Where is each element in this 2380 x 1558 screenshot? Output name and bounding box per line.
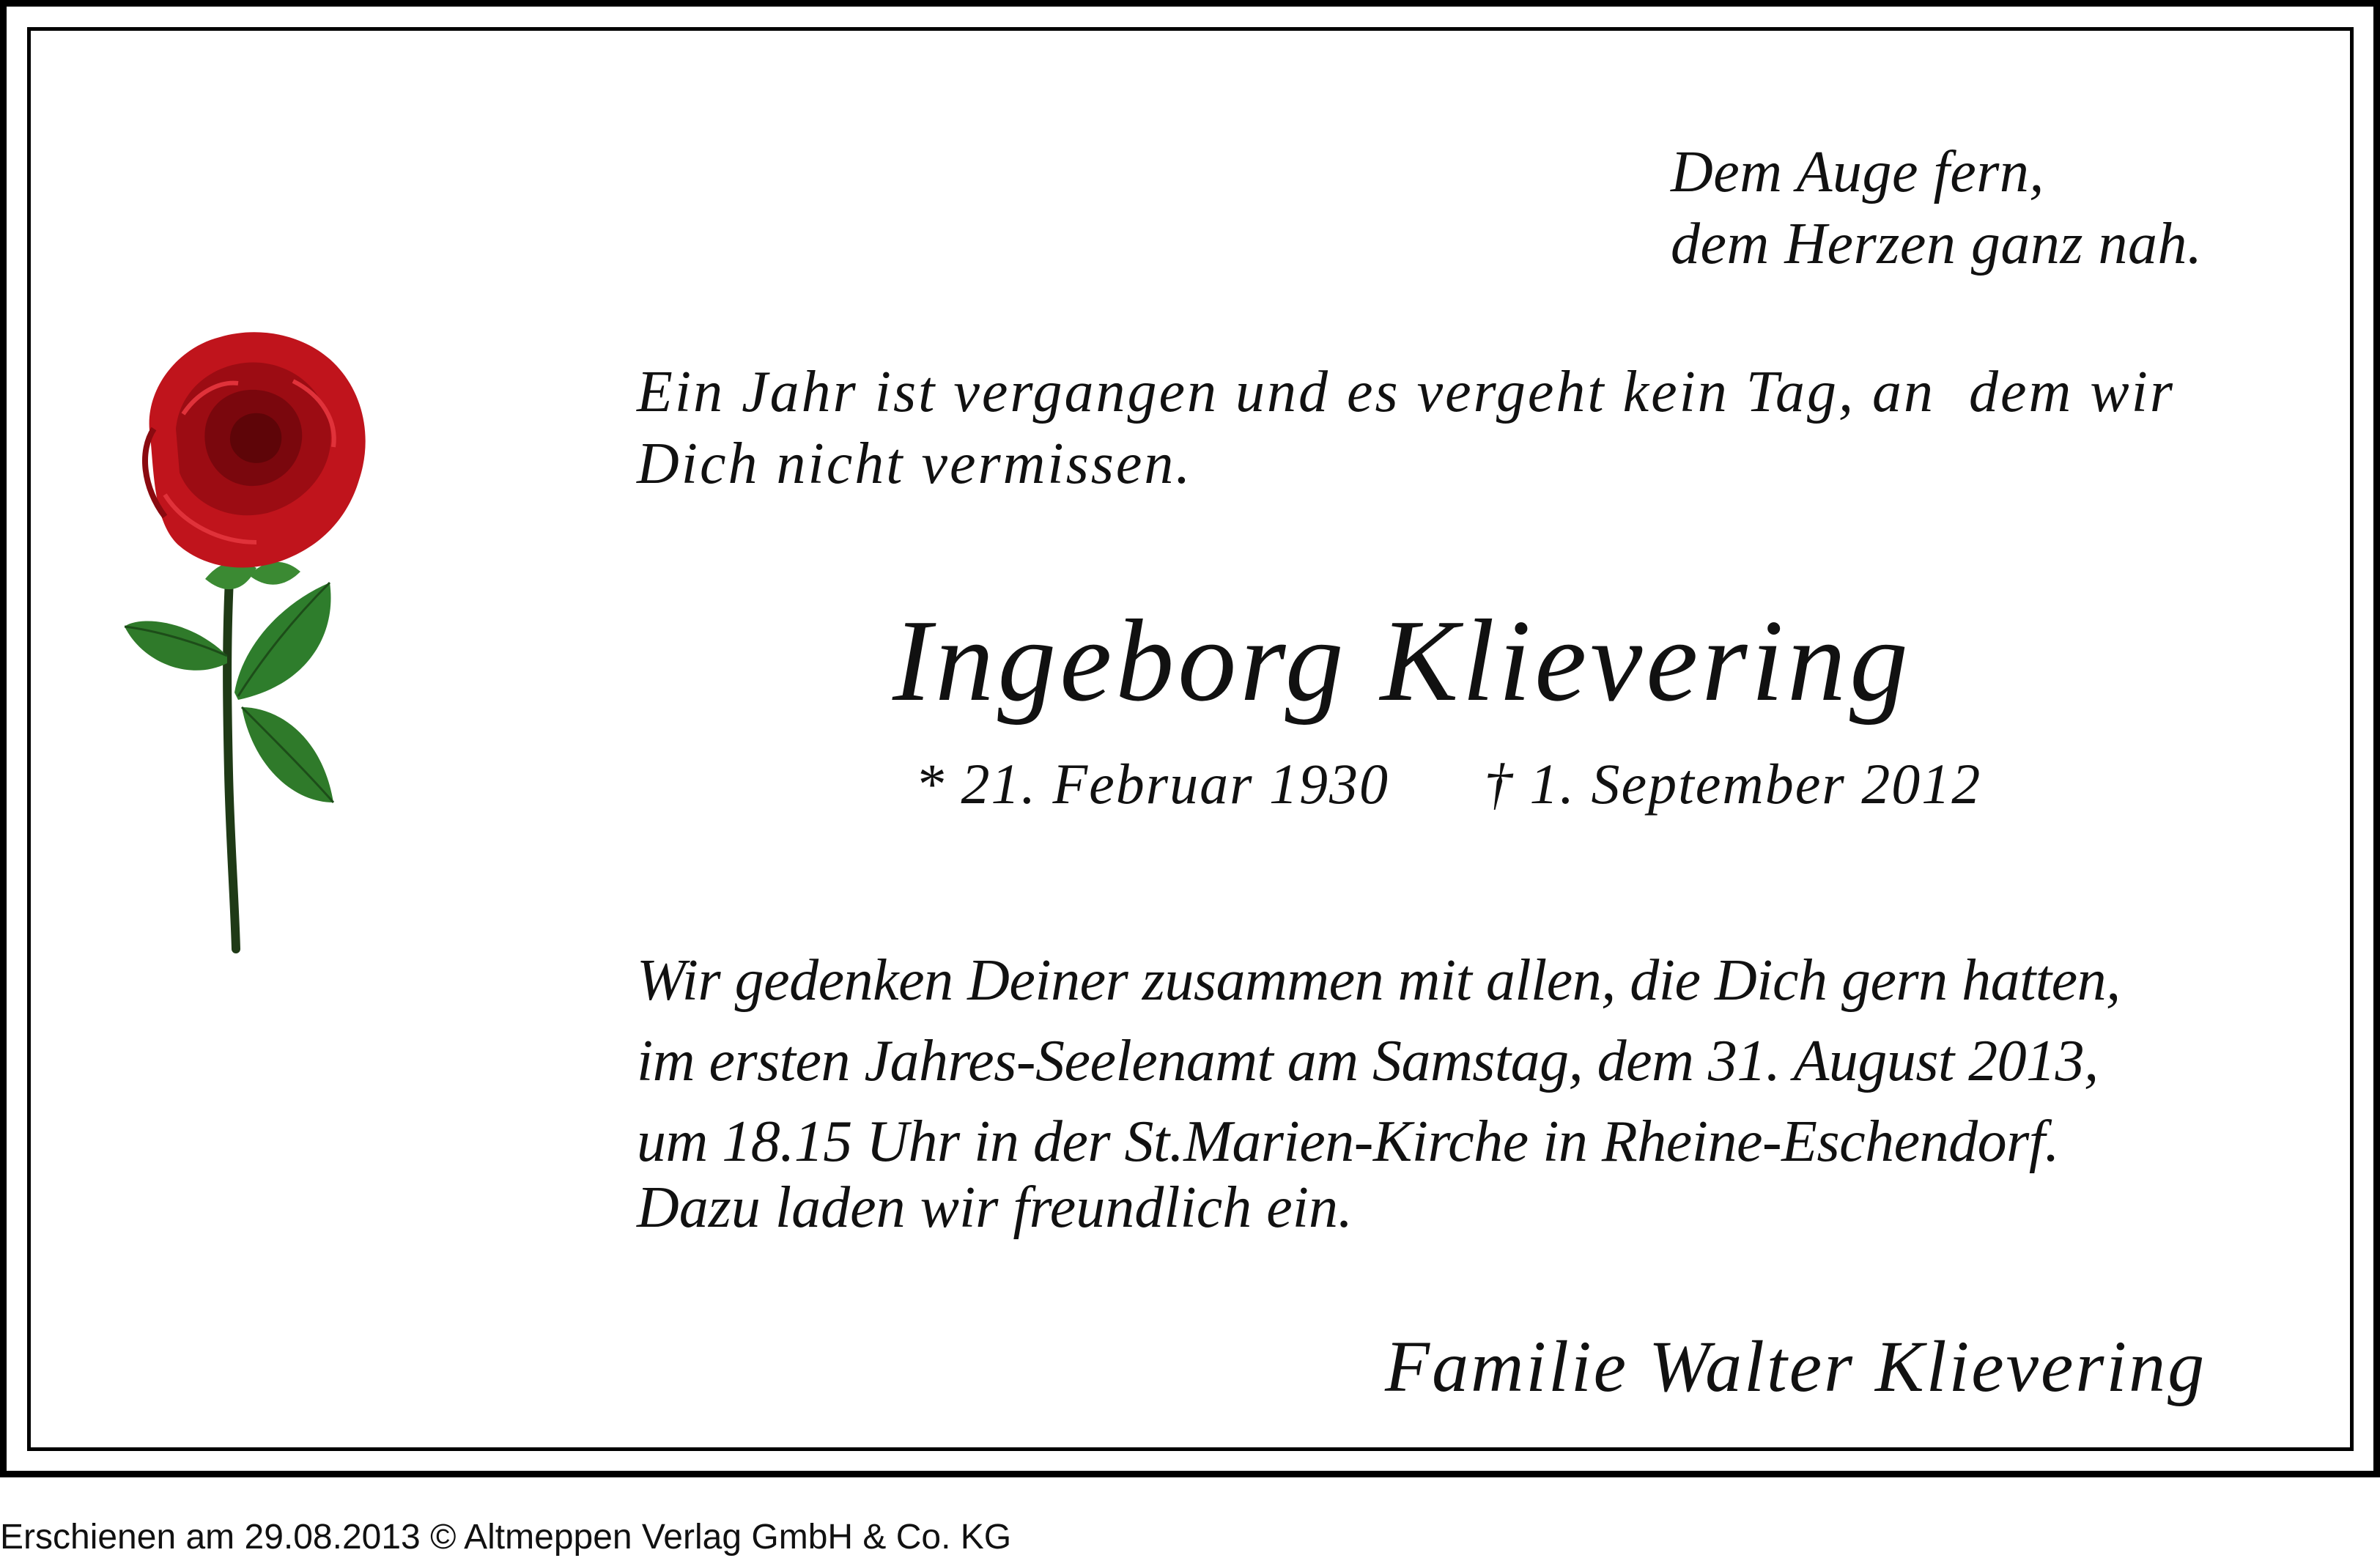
memorial-line: im ersten Jahres-Seelenamt am Samstag, dem 31. August 2013, xyxy=(637,1029,2099,1093)
rose-image xyxy=(110,326,418,956)
invitation-text: Dazu laden wir freundlich ein. xyxy=(637,1175,1353,1240)
motto xyxy=(1671,136,2202,280)
memorial-line: Wir gedenken Deiner zusammen mit allen, die Dich gern hatten, xyxy=(637,948,2121,1013)
motto-line: dem Herzen ganz nah. xyxy=(1671,212,2203,276)
intro-text xyxy=(637,356,2175,500)
intro-line: Dich nicht vermissen. xyxy=(637,432,1193,496)
death-date: † 1. September 2012 xyxy=(1484,752,1982,816)
birth-date: * 21. Februar 1930 xyxy=(915,752,1389,816)
memorial-text xyxy=(637,940,2121,1182)
publication-footer: Erschienen am 29.08.2013 © Altmeppen Verlag GmbH & Co. KG xyxy=(0,1518,1012,1557)
intro-line: Ein Jahr ist vergangen und es vergeht kein Tag, an dem wir xyxy=(637,360,2175,424)
deceased-name: Ingeborg Klievering xyxy=(892,595,1912,726)
motto-line: Dem Auge fern, xyxy=(1671,140,2044,204)
memorial-line: um 18.15 Uhr in der St.Marien-Kirche in Rheine-Eschendorf. xyxy=(637,1110,2060,1174)
family-signature: Familie Walter Klievering xyxy=(1385,1326,2207,1407)
